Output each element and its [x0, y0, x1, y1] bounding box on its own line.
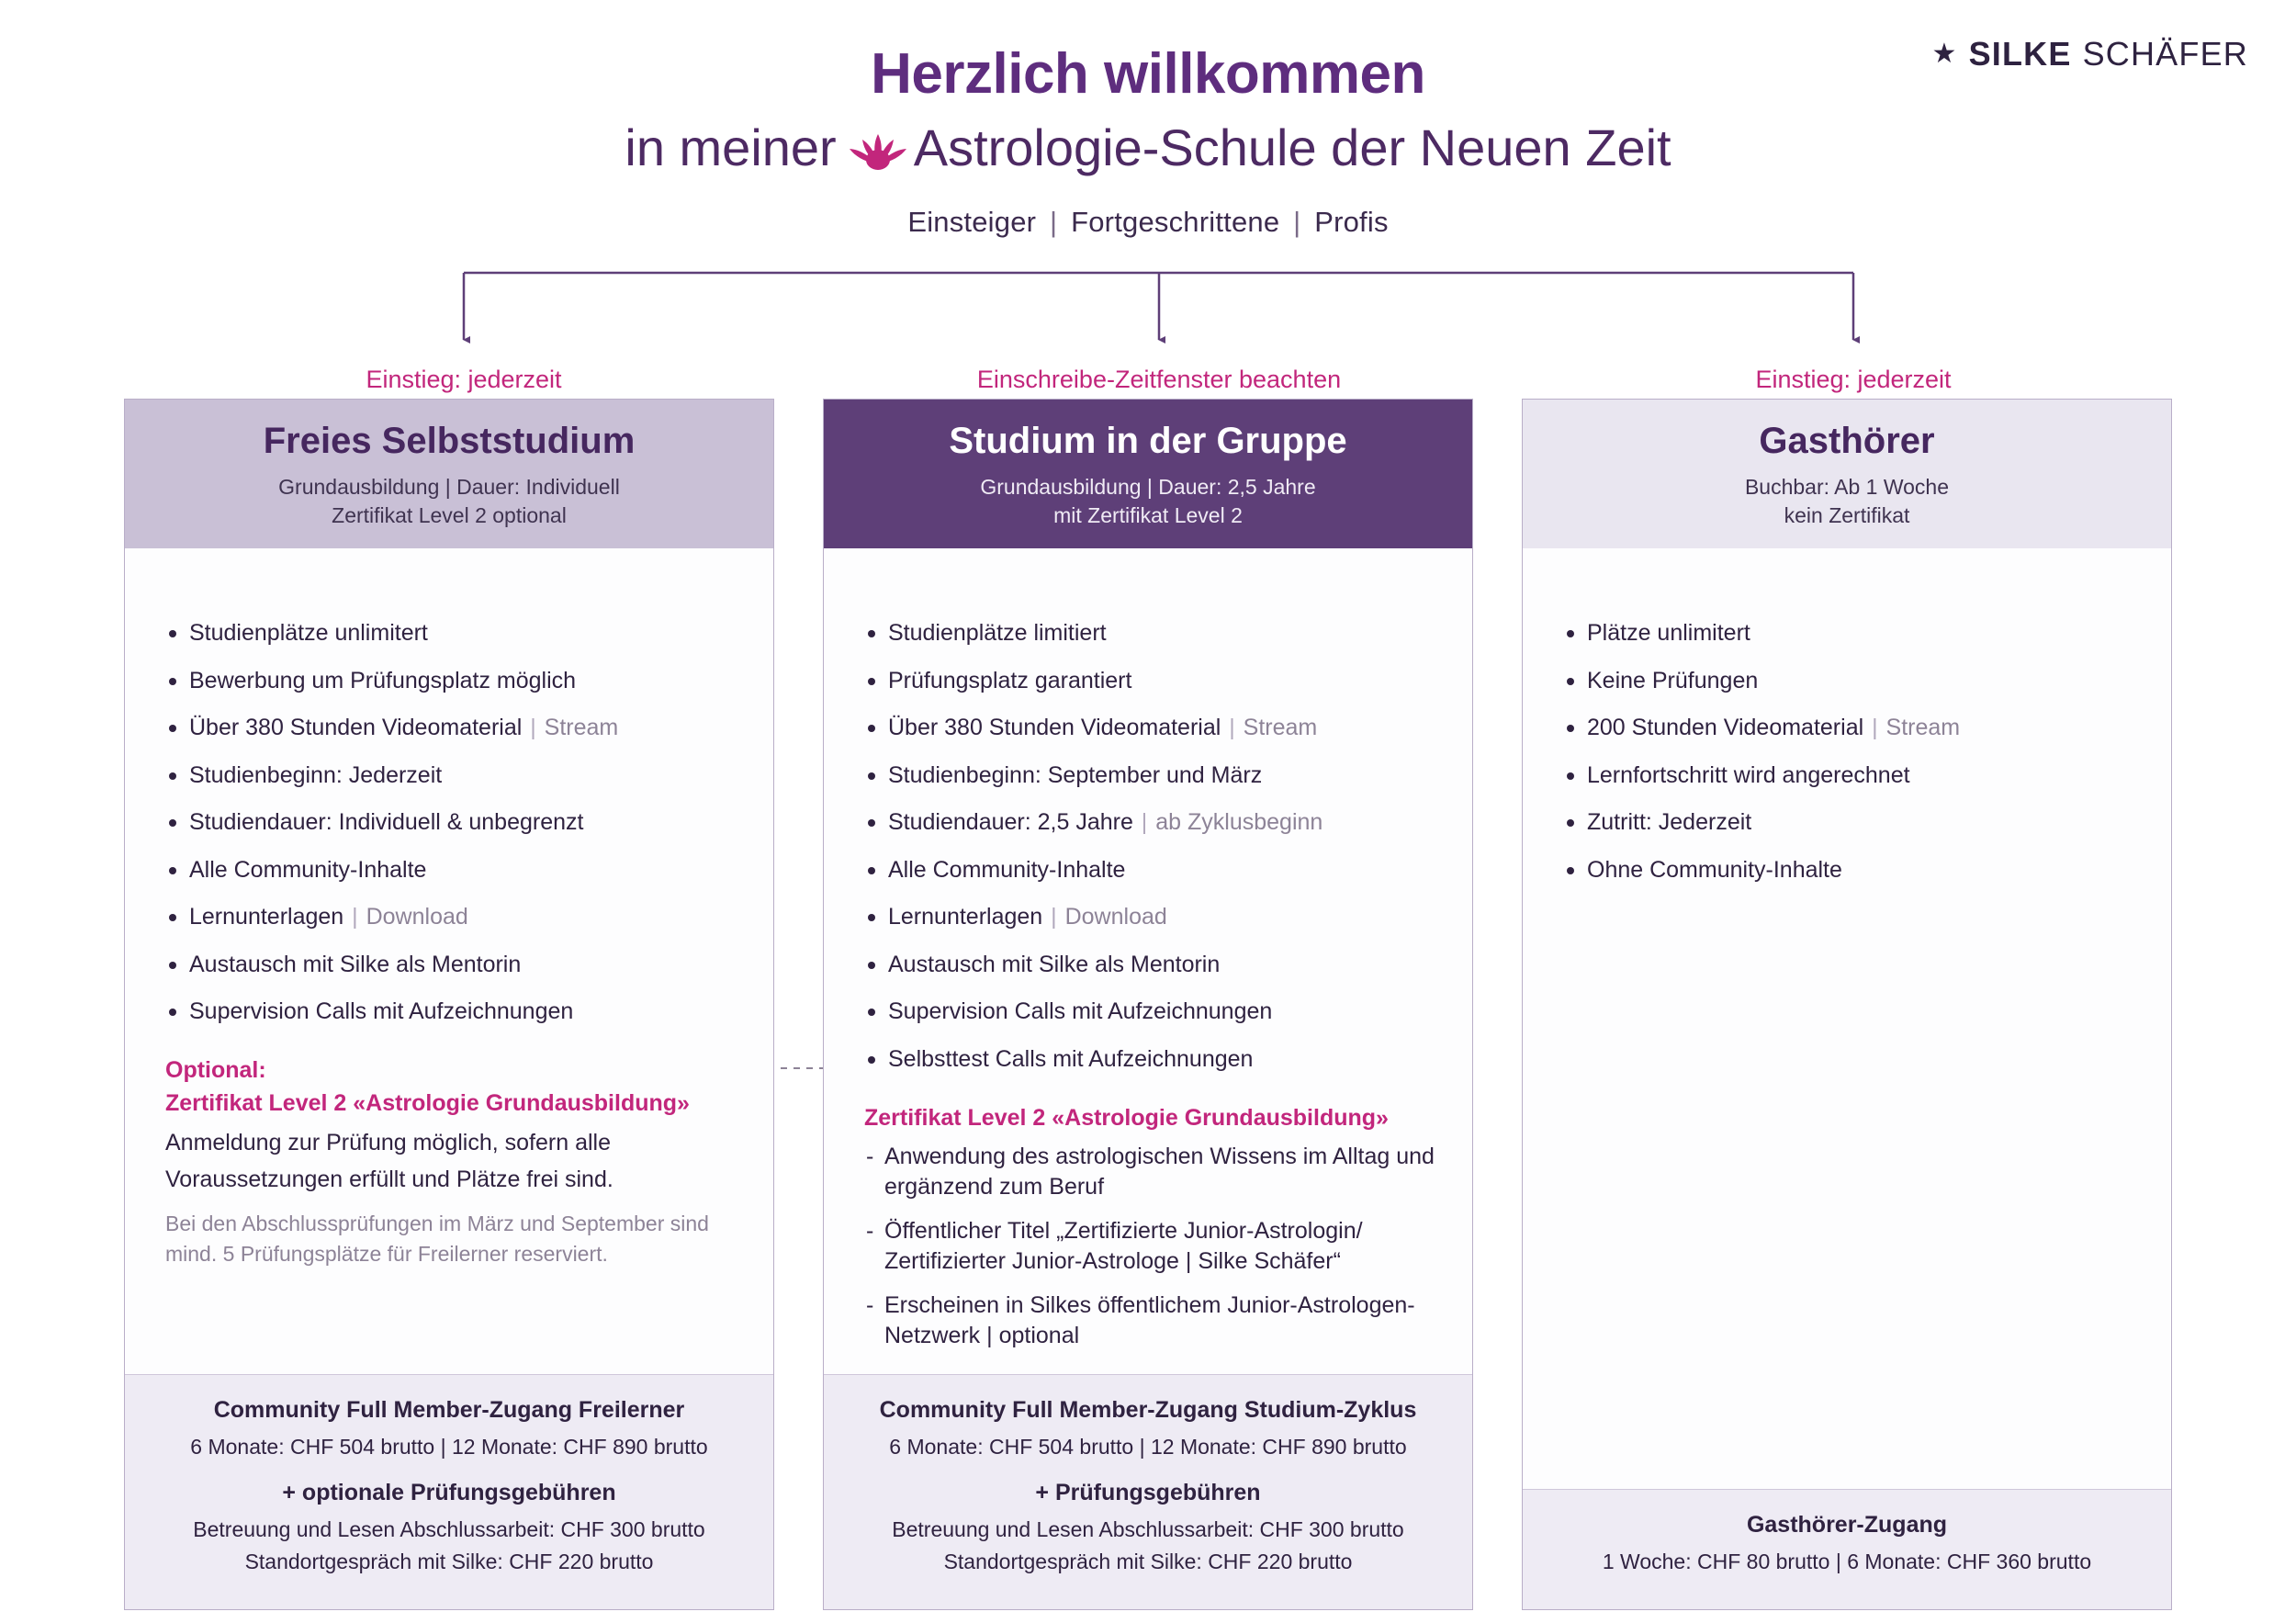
column-meta-line2: kein Zertifikat	[1784, 503, 1910, 528]
list-item-note: Stream	[1243, 715, 1318, 741]
list-item	[1563, 668, 2134, 695]
list-item-label: Alle Community-Inhalte	[888, 856, 1126, 883]
column-freies-selbststudium[interactable]	[124, 399, 774, 1610]
feature-list	[165, 620, 737, 1026]
program-columns	[0, 399, 2296, 1610]
list-item-label: Keine Prüfungen	[1587, 667, 1759, 693]
list-item-label: Supervision Calls mit Aufzeichnungen	[888, 998, 1273, 1025]
level-separator-2: |	[1293, 206, 1301, 239]
fee-line: Standortgespräch mit Silke: CHF 220 brutto	[943, 1550, 1353, 1574]
column-meta-line1: Buchbar: Ab 1 Woche	[1744, 475, 1950, 499]
list-item-label: Über 380 Stunden Videomaterial	[189, 715, 523, 741]
pricing-footer	[125, 1374, 773, 1609]
list-item	[165, 952, 737, 979]
list-item	[165, 668, 737, 695]
certificate-paragraph-2: Voraussetzungen erfüllt und Plätze frei sind.	[165, 1167, 613, 1193]
entry-note-gasthoerer: Einstieg: jederzeit	[1755, 366, 1952, 393]
fee-line: Betreuung und Lesen Abschlussarbeit: CHF 300 brutto	[892, 1517, 1404, 1542]
entry-note-studium-gruppe: Einschreibe-Zeitfenster beachten	[976, 366, 1342, 393]
list-item	[864, 762, 1435, 790]
list-item-label: Lernfortschritt wird angerechnet	[1587, 761, 1910, 788]
list-item	[864, 998, 1435, 1026]
level-separator-1: |	[1050, 206, 1058, 239]
star-icon: ★	[1931, 39, 1958, 69]
column-meta-line2: Zertifikat Level 2 optional	[332, 503, 567, 528]
list-item: Lernunterlagen | Download	[165, 904, 737, 931]
list-item: - Öffentlicher Titel „Zertifizierte Junior-Astrologin/ Zertifizierter Junior-Astrologe | Silke Schäfer“	[864, 1216, 1435, 1276]
level-profis: Profis	[1314, 206, 1389, 239]
certificate-paragraph-1: Anmeldung zur Prüfung möglich, sofern alle	[165, 1129, 611, 1155]
page-title: Herzlich willkommen	[871, 42, 1425, 106]
list-item-label: Lernunterlagen	[189, 904, 344, 930]
list-item	[864, 857, 1435, 885]
certificate-note: Bei den Abschlussprüfungen im März und September sind mind. 5 Prüfungsplätze für Freilerner reserviert.	[165, 1211, 709, 1266]
level-einsteiger: Einsteiger	[907, 206, 1037, 239]
feature-list	[864, 620, 1435, 1073]
pricing-line: 6 Monate: CHF 504 brutto | 12 Monate: CHF 890 brutto	[190, 1435, 708, 1460]
column-gasthoerer[interactable]	[1522, 399, 2172, 1610]
brand-last-name: SCHÄFER	[2082, 35, 2248, 73]
optional-label: Optional:	[165, 1056, 266, 1083]
column-meta-line1: Grundausbildung | Dauer: 2,5 Jahre	[980, 475, 1316, 499]
list-item-label: Studienbeginn: September und März	[888, 761, 1263, 788]
column-meta-line2: mit Zertifikat Level 2	[1053, 503, 1243, 528]
feature-list	[1563, 620, 2134, 884]
list-item-label: Prüfungsplatz garantiert	[888, 667, 1132, 693]
pricing-title: Community Full Member-Zugang Studium-Zyklus	[879, 1397, 1417, 1424]
list-item-label: Zutritt: Jederzeit	[1587, 809, 1752, 836]
subtitle-prefix: in meiner	[625, 118, 837, 177]
fee-line: Betreuung und Lesen Abschlussarbeit: CHF 300 brutto	[193, 1517, 705, 1542]
column-header-gasthoerer	[1523, 400, 2171, 548]
column-meta	[1532, 473, 2162, 530]
column-meta	[833, 473, 1463, 530]
list-item	[1563, 809, 2134, 837]
list-item-note: Download	[1064, 904, 1167, 930]
level-fortgeschrittene: Fortgeschrittene	[1071, 206, 1280, 239]
list-item-label: Studienplätze limitiert	[888, 620, 1107, 647]
list-item-label: Ohne Community-Inhalte	[1587, 856, 1842, 883]
list-item-label: Selbsttest Calls mit Aufzeichnungen	[888, 1045, 1254, 1072]
list-item	[864, 620, 1435, 648]
list-item	[165, 809, 737, 837]
list-item-label: 200 Stunden Videomaterial	[1587, 715, 1864, 741]
list-item	[165, 762, 737, 790]
list-item-label: Bewerbung um Prüfungsplatz möglich	[189, 667, 577, 693]
pricing-title: Community Full Member-Zugang Freilerner	[213, 1397, 685, 1424]
list-item-label: Supervision Calls mit Aufzeichnungen	[189, 998, 574, 1025]
brand-first-name: SILKE	[1968, 35, 2072, 73]
list-item	[1563, 857, 2134, 885]
list-item: Studiendauer: 2,5 Jahre | ab Zyklusbeginn	[864, 809, 1435, 837]
list-item	[165, 857, 737, 885]
column-body	[1523, 548, 2171, 1489]
page-subtitle	[0, 117, 2296, 178]
pricing-footer	[824, 1374, 1472, 1609]
list-item: - Erscheinen in Silkes öffentlichem Junior-Astrologen-Netzwerk | optional	[864, 1291, 1435, 1350]
column-title: Freies Selbststudium	[263, 421, 636, 461]
list-item: Über 380 Stunden Videomaterial | Stream	[864, 715, 1435, 742]
audience-levels	[0, 206, 2296, 239]
list-item-label: Austausch mit Silke als Mentorin	[888, 951, 1221, 977]
list-item-note: Stream	[544, 715, 619, 741]
list-item-label: Studiendauer: Individuell & unbegrenzt	[189, 809, 584, 836]
list-item	[864, 952, 1435, 979]
list-item	[864, 668, 1435, 695]
column-meta-line1: Grundausbildung | Dauer: Individuell	[278, 475, 620, 499]
subtitle-rest: Astrologie-Schule der Neuen Zeit	[913, 118, 1671, 177]
fees-title: + Prüfungsgebühren	[1035, 1480, 1261, 1506]
column-meta	[134, 473, 764, 530]
certificate-title: Zertifikat Level 2 «Astrologie Grundausbildung»	[864, 1105, 1389, 1132]
list-item-note: Download	[366, 904, 468, 930]
list-item-label: Alle Community-Inhalte	[189, 856, 427, 883]
column-studium-in-der-gruppe[interactable]	[823, 399, 1473, 1610]
column-header-studium-in-der-gruppe	[824, 400, 1472, 548]
column-body	[125, 548, 773, 1374]
list-item	[1563, 762, 2134, 790]
list-item-label: Studiendauer: 2,5 Jahre	[888, 809, 1133, 836]
list-item: Über 380 Stunden Videomaterial | Stream	[165, 715, 737, 742]
list-item	[165, 620, 737, 648]
pricing-footer	[1523, 1489, 2171, 1609]
column-header-freies-selbststudium	[125, 400, 773, 548]
list-item: - Anwendung des astrologischen Wissens im Alltag und ergänzend zum Beruf	[864, 1142, 1435, 1201]
list-item-label: Plätze unlimitert	[1587, 620, 1750, 647]
entry-note-freies-selbststudium: Einstieg: jederzeit	[366, 366, 562, 393]
list-item-label: Studienplätze unlimitert	[189, 620, 428, 647]
brand-logo	[1931, 35, 2248, 73]
list-item-label: Austausch mit Silke als Mentorin	[189, 951, 522, 977]
certificate-title: Zertifikat Level 2 «Astrologie Grundausbildung»	[165, 1089, 690, 1116]
list-item: Lernunterlagen | Download	[864, 904, 1435, 931]
fee-line: Standortgespräch mit Silke: CHF 220 brutto	[244, 1550, 654, 1574]
fees-title: + optionale Prüfungsgebühren	[282, 1480, 616, 1506]
list-item	[864, 1046, 1435, 1074]
pricing-title: Gasthörer-Zugang	[1746, 1512, 1948, 1538]
list-item-label: Studienbeginn: Jederzeit	[189, 761, 443, 788]
list-item-label: Über 380 Stunden Videomaterial	[888, 715, 1221, 741]
list-item-note: ab Zyklusbeginn	[1155, 809, 1323, 836]
certificate-benefit-list	[864, 1142, 1435, 1350]
list-item: 200 Stunden Videomaterial | Stream	[1563, 715, 2134, 742]
pricing-line: 1 Woche: CHF 80 brutto | 6 Monate: CHF 360 brutto	[1602, 1550, 2092, 1574]
column-title: Studium in der Gruppe	[949, 421, 1347, 461]
list-item-label: Lernunterlagen	[888, 904, 1043, 930]
column-title: Gasthörer	[1759, 421, 1935, 461]
list-item-note: Stream	[1885, 715, 1961, 741]
list-item	[165, 998, 737, 1026]
column-body	[824, 548, 1472, 1374]
list-item	[1563, 620, 2134, 648]
pricing-line: 6 Monate: CHF 504 brutto | 12 Monate: CHF 890 brutto	[889, 1435, 1407, 1460]
lotus-flower-icon	[846, 129, 910, 171]
